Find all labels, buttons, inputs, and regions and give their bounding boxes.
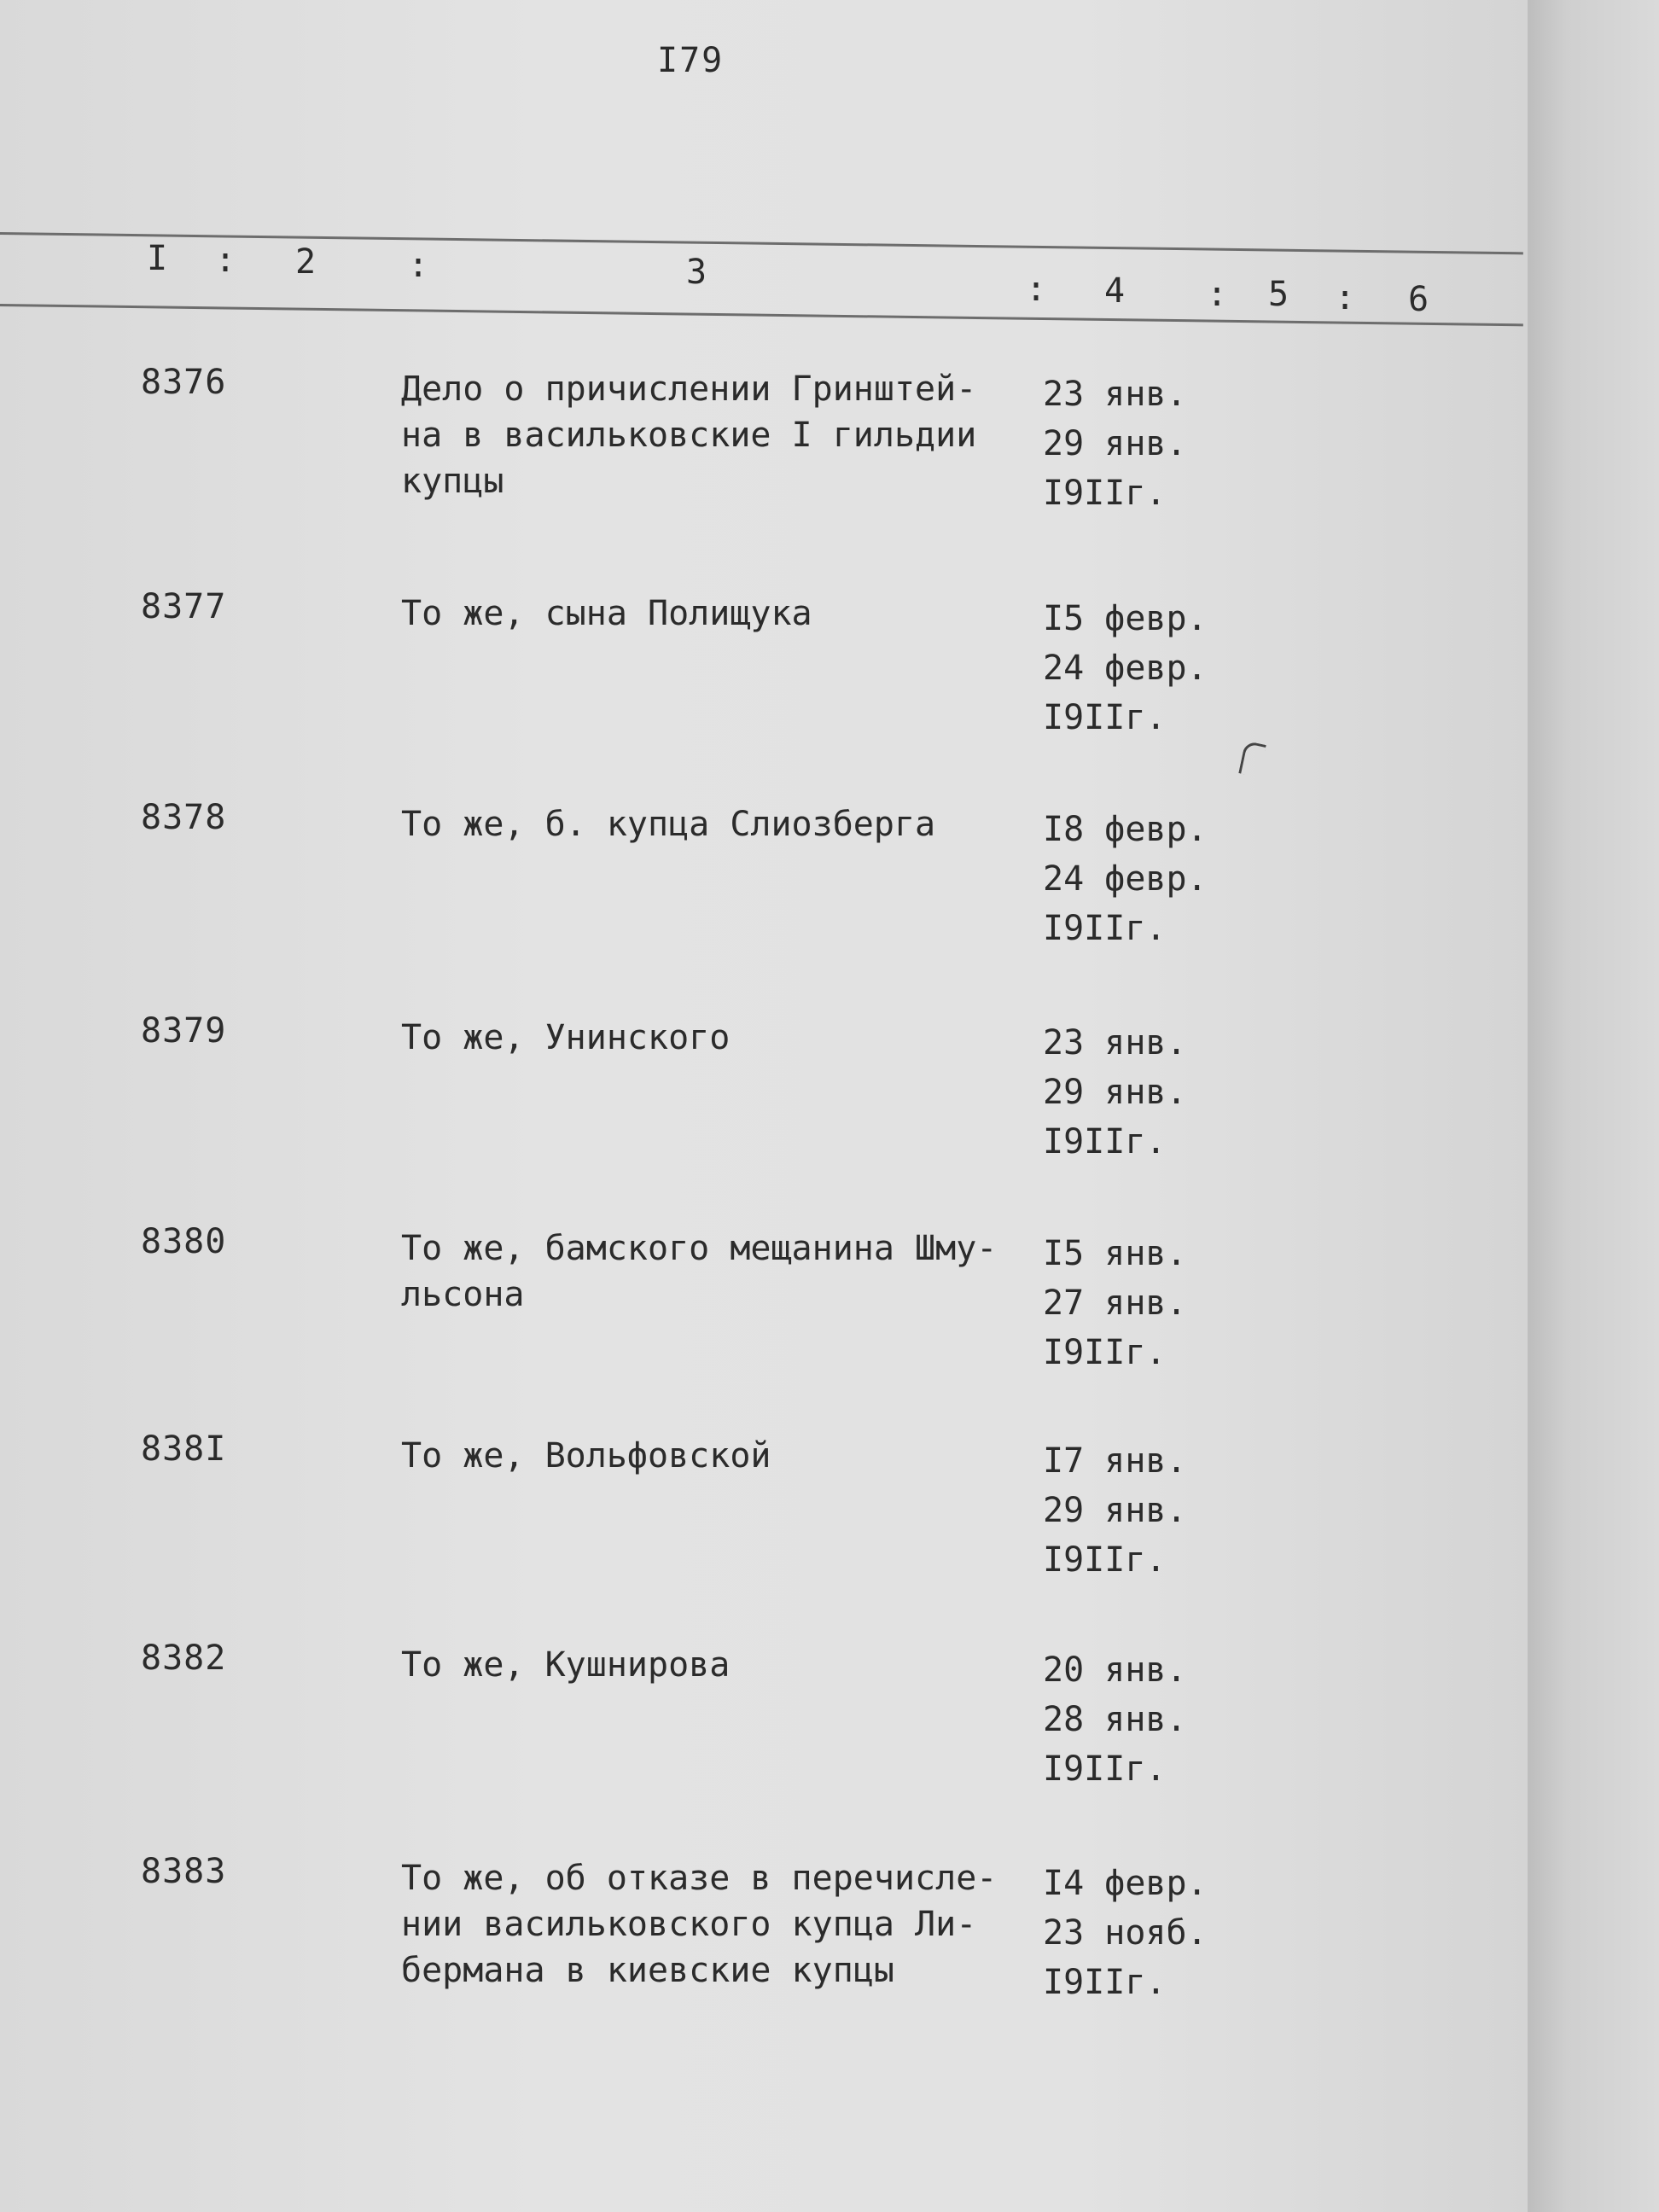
column-separator: : (408, 246, 429, 285)
page-number: I79 (657, 41, 725, 80)
column-header-5: 5 (1268, 275, 1289, 314)
entry-dates: 20 янв. 28 янв. I9IIг. (1043, 1650, 1187, 1789)
entry-number: 8376 (141, 363, 227, 402)
register-entry (0, 1429, 1536, 1626)
register-entry (0, 1639, 1536, 1835)
column-separator: : (215, 241, 236, 280)
entry-dates: I5 янв. 27 янв. I9IIг. (1043, 1234, 1187, 1372)
entry-title: То же, Унинского (401, 1018, 731, 1057)
entry-number: 8383 (141, 1852, 227, 1891)
entry-title: То же, об отказе в перечисле- нии васильковского купца Ли- бермана в киевские купцы (401, 1859, 998, 1990)
entry-dates: I4 февр. 23 нояб. I9IIг. (1043, 1864, 1208, 2002)
register-entry (0, 363, 1536, 559)
page-edge-shadow (1528, 0, 1659, 2212)
column-header-3: 3 (686, 253, 707, 292)
register-entry (0, 1011, 1536, 1208)
entry-title: То же, Вольфовской (401, 1436, 771, 1476)
column-separator: : (1335, 278, 1356, 317)
entry-title: То же, сына Полищука (401, 594, 812, 633)
entry-number: 8382 (141, 1639, 227, 1678)
register-entry (0, 587, 1536, 783)
entry-number: 8380 (141, 1222, 227, 1261)
entry-title: То же, Кушнирова (401, 1645, 731, 1685)
column-separator: : (1207, 275, 1228, 314)
entry-dates: 23 янв. 29 янв. I9IIг. (1043, 1023, 1187, 1161)
entry-dates: 23 янв. 29 янв. I9IIг. (1043, 375, 1187, 513)
entry-title: То же, бамского мещанина Шму- льсона (401, 1229, 998, 1314)
entry-number: 838I (141, 1429, 227, 1469)
entry-dates: I5 февр. 24 февр. I9IIг. (1043, 599, 1208, 737)
entry-dates: I7 янв. 29 янв. I9IIг. (1043, 1441, 1187, 1580)
entry-title: Дело о причислении Гринштей- на в васильковские I гильдии купцы (401, 370, 977, 501)
column-header-6: 6 (1408, 280, 1429, 319)
column-header-2: 2 (295, 242, 317, 282)
entry-number: 8378 (141, 798, 227, 837)
register-entry (0, 1852, 1536, 2048)
entry-number: 8379 (141, 1011, 227, 1051)
entry-title: То же, б. купца Слиозберга (401, 805, 936, 844)
column-header-4: 4 (1104, 271, 1126, 311)
register-entry (0, 1222, 1536, 1418)
column-separator: : (1026, 270, 1047, 309)
entry-number: 8377 (141, 587, 227, 626)
column-header-1: I (147, 239, 168, 278)
register-entry (0, 798, 1536, 994)
entry-dates: I8 февр. 24 февр. I9IIг. (1043, 810, 1208, 948)
